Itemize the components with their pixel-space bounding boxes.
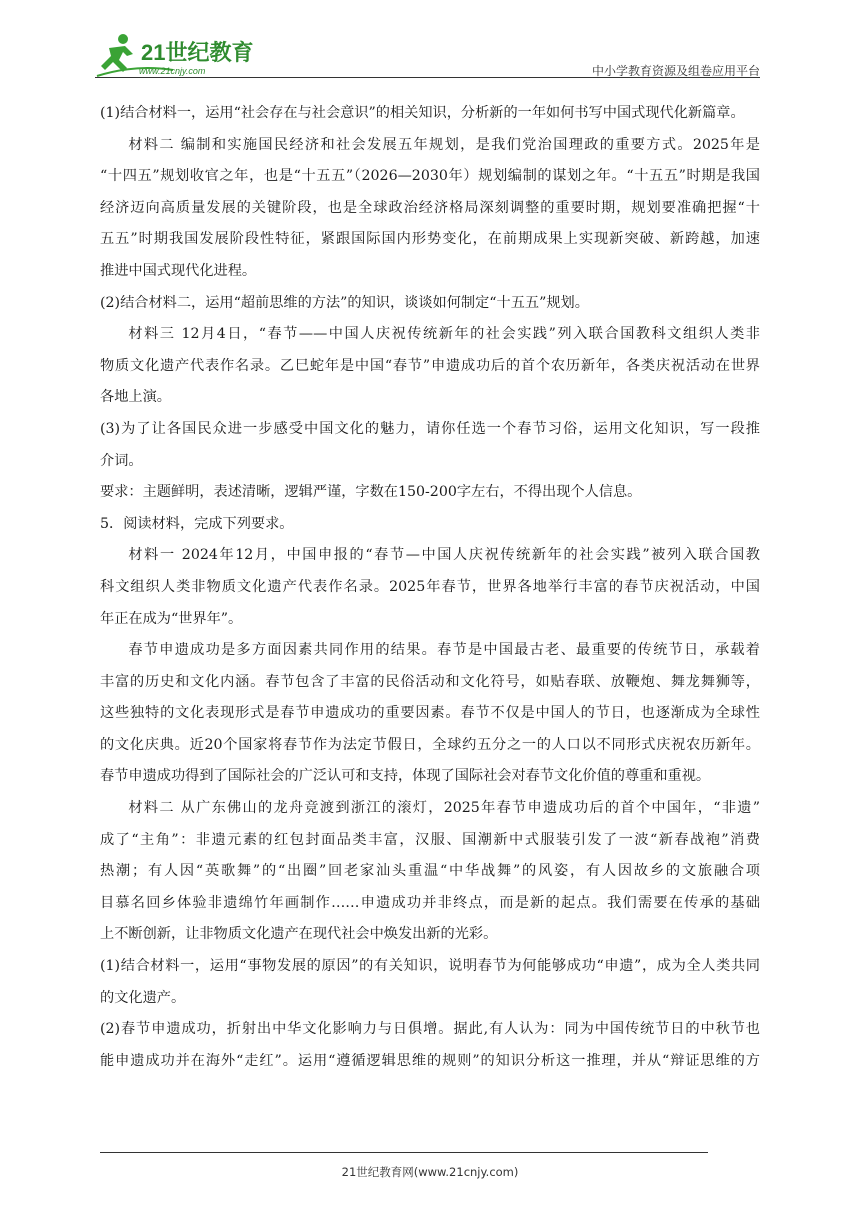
text-line: 材料二 编制和实施国民经济和社会发展五年规划，是我们党治国理政的重要方式。2025年是 xyxy=(128,136,760,153)
header-divider xyxy=(95,77,760,78)
text-line: 能申遗成功并在海外“走红”。运用“遵循逻辑思维的规则”的知识分析这一推理，并从“辩证思维的方 xyxy=(100,1052,760,1069)
text-line: 材料二 从广东佛山的龙舟竞渡到浙江的滚灯，2025年春节申遗成功后的首个中国年，“非遗” xyxy=(128,800,760,817)
document-body xyxy=(100,98,760,1077)
platform-name: 中小学教育资源及组卷应用平台 xyxy=(591,64,760,78)
text-line: 各地上演。 xyxy=(100,389,171,406)
text-line: 材料三 12月4日，“春节——中国人庆祝传统新年的社会实践”列入联合国教科文组织人类非 xyxy=(128,326,760,343)
text-line: “十四五”规划收官之年，也是“十五五”（2026—2030年）规划编制的谋划之年。“十五五”时期是我国 xyxy=(100,168,760,185)
text-line: 5．阅读材料，完成下列要求。 xyxy=(100,515,294,532)
text-line: 丰富的历史和文化内涵。春节包含了丰富的民俗活动和文化符号，如贴春联、放鞭炮、舞龙舞狮等， xyxy=(100,673,760,690)
text-line: (1)结合材料一，运用“社会存在与社会意识”的相关知识，分析新的一年如何书写中国式现代化新篇章。 xyxy=(100,105,745,121)
footer-divider xyxy=(100,1152,708,1153)
footer-text: 21世纪教育网(www.21cnjy.com) xyxy=(341,1165,519,1179)
page-header xyxy=(95,30,760,80)
text-line: 这些独特的文化表现形式是春节申遗成功的重要因素。春节不仅是中国人的节日，也逐渐成为全球性 xyxy=(100,705,760,722)
text-line: 春节申遗成功是多方面因素共同作用的结果。春节是中国最古老、最重要的传统节日，承载着 xyxy=(128,642,760,659)
text-line: 介词。 xyxy=(100,452,143,469)
text-line: 的文化庆典。近20个国家将春节作为法定节假日，全球约五分之一的人口以不同形式庆祝农历新年。 xyxy=(100,736,760,753)
text-line: 的文化遗产。 xyxy=(100,989,186,1006)
text-line: 要求：主题鲜明，表述清晰，逻辑严谨，字数在150-200字左右，不得出现个人信息。 xyxy=(100,484,642,501)
logo-text: 21世纪教育 xyxy=(141,40,254,65)
text-line: 推进中国式现代化进程。 xyxy=(100,262,257,279)
text-line: (1)结合材料一，运用“事物发展的原因”的有关知识，说明春节为何能够成功“申遗”，成为全人类共同 xyxy=(100,958,760,975)
text-line: 材料一 2024年12月，中国申报的“春节—中国人庆祝传统新年的社会实践”被列入联合国教 xyxy=(128,547,760,564)
text-line: (2)春节申遗成功，折射出中华文化影响力与日俱增。据此,有人认为：同为中国传统节日的中秋节也 xyxy=(100,1021,760,1038)
text-line: 上不断创新，让非物质文化遗产在现代社会中焕发出新的光彩。 xyxy=(100,926,498,943)
text-line: (2)结合材料二，运用“超前思维的方法”的知识，谈谈如何制定“十五五”规划。 xyxy=(100,294,589,311)
text-line: 年正在成为“世界年”。 xyxy=(100,610,243,627)
text-line: 科文组织人类非物质文化遗产代表作名录。2025年春节，世界各地举行丰富的春节庆祝活动，中国 xyxy=(100,578,760,595)
text-line: 成了“主角”：非遗元素的红包封面品类丰富，汉服、国潮新中式服装引发了一波“新春战袍”消费 xyxy=(100,831,760,848)
logo xyxy=(95,30,265,78)
text-line: 物质文化遗产代表作名录。乙巳蛇年是中国“春节”申遗成功后的首个农历新年，各类庆祝活动在世界 xyxy=(100,357,760,374)
logo-url: www.21cnjy.com xyxy=(139,66,206,76)
text-line: 五五”时期我国发展阶段性特征，紧跟国际国内形势变化，在前期成果上实现新突破、新跨越，加速 xyxy=(100,231,760,248)
text-line: 热潮；有人因“英歌舞”的“出圈”回老家汕头重温“中华战舞”的风姿，有人因故乡的文旅融合项 xyxy=(100,863,760,880)
text-line: 目慕名回乡体验非遗绵竹年画制作……申遗成功并非终点，而是新的起点。我们需要在传承的基础 xyxy=(100,894,760,911)
text-line: 春节申遗成功得到了国际社会的广泛认可和支持，体现了国际社会对春节文化价值的尊重和重视。 xyxy=(100,768,711,785)
text-line: (3)为了让各国民众进一步感受中国文化的魅力，请你任选一个春节习俗，运用文化知识，写一段推 xyxy=(100,420,760,437)
text-line: 经济迈向高质量发展的关键阶段，也是全球政治经济格局深刻调整的重要时期，规划要准确把握“十 xyxy=(100,199,760,216)
